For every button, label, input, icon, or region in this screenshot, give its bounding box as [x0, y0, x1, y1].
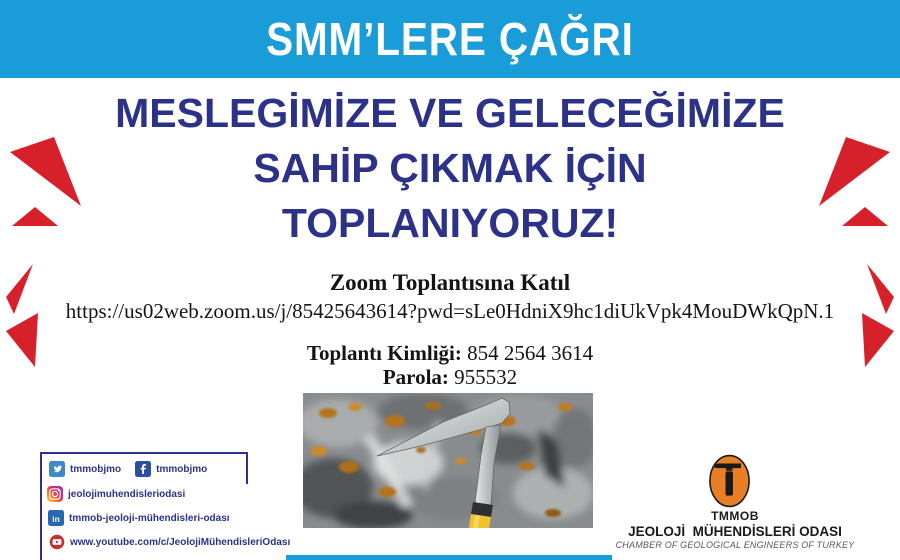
instagram-label: jeolojimuhendisleriodasi — [68, 488, 186, 500]
zoom-join-label: Zoom Toplantısına Katıl — [329, 270, 571, 295]
social-box-border-right — [246, 452, 248, 484]
bottom-accent-bar — [286, 555, 612, 560]
logo-acronym: TMMOB — [711, 509, 759, 523]
password-label: Parola: — [382, 365, 449, 389]
youtube-label: www.youtube.com/c/JeolojiMühendisleriOdası — [70, 536, 291, 548]
headline-line-2: SAHİP ÇIKMAK İÇİN — [253, 145, 647, 191]
logo-text-block — [610, 509, 860, 550]
rock-hammer-illustration — [303, 393, 593, 528]
social-box-border-left — [40, 452, 42, 560]
social-row-3 — [48, 510, 230, 526]
social-row-2 — [47, 486, 185, 502]
social-row-1 — [49, 461, 207, 477]
headline-line-1: MESLEGİMİZE VE GELECEĞİMİZE — [115, 90, 785, 136]
meeting-id-line — [0, 341, 900, 366]
svg-text:in: in — [52, 513, 60, 524]
logo-name-en: CHAMBER OF GEOLOGICAL ENGINEERS OF TURKEY — [615, 540, 855, 550]
headline — [0, 86, 900, 251]
twitter-icon — [49, 461, 65, 477]
twitter-handle[interactable] — [49, 461, 121, 477]
instagram-icon — [47, 486, 63, 502]
facebook-icon — [135, 461, 151, 477]
header-title: SMM’LERE ÇAĞRI — [266, 13, 634, 65]
instagram-handle[interactable] — [47, 486, 185, 502]
tmmob-logo-icon — [708, 454, 751, 508]
linkedin-handle[interactable] — [48, 510, 230, 526]
facebook-handle[interactable] — [135, 461, 207, 477]
rock-hammer-photo — [303, 393, 593, 528]
header-banner — [0, 0, 900, 78]
linkedin-icon — [48, 510, 64, 526]
headline-line-3: TOPLANIYORUZ! — [281, 200, 619, 246]
meeting-id-label: Toplantı Kimliği: — [306, 341, 462, 365]
linkedin-label: tmmob-jeoloji-mühendisleri-odası — [69, 512, 230, 524]
social-row-4 — [49, 534, 290, 550]
youtube-icon — [49, 534, 65, 550]
password-value: 955532 — [454, 365, 518, 389]
meeting-id-value: 854 2564 3614 — [467, 341, 594, 365]
logo-name-tr: JEOLOJİ MÜHENDİSLERİ ODASI — [628, 524, 842, 539]
twitter-label: tmmobjmo — [70, 463, 122, 475]
facebook-label: tmmobjmo — [156, 463, 208, 475]
zoom-meeting-link[interactable]: https://us02web.zoom.us/j/85425643614?pwd=sLe0HdniX9hc1diUkVpk4MouDWkQpN.1 — [65, 299, 835, 323]
password-line — [0, 365, 900, 390]
youtube-handle[interactable] — [49, 534, 290, 550]
social-box-border-top — [40, 452, 248, 454]
